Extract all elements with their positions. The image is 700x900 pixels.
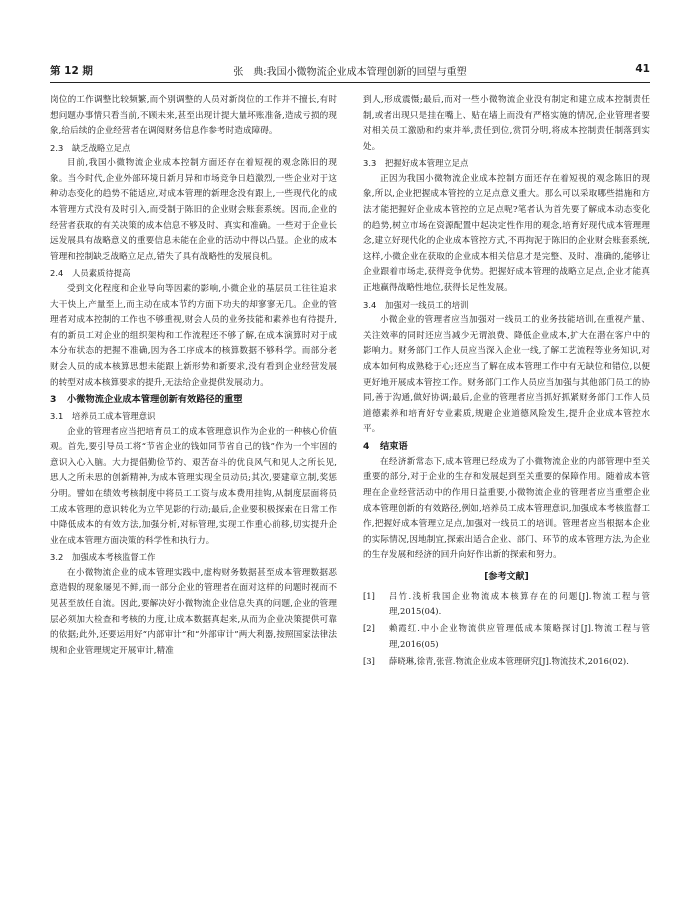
subsection-title: 培养员工成本管理意识 bbox=[72, 411, 156, 422]
subsection-title: 缺乏战略立足点 bbox=[72, 142, 131, 153]
paragraph: 正因为我国小微物流企业成本控制方面还存在着短视的观念陈旧的现象,所以,企业把握成本管控的立足点意义重大。那么可以采取哪些措施和方法才能把握好企业成本管控的立足点呢?笔者认为首先要了解成本动态变化的趋势,树立市场在资源配置中起决定性作用的观念,培育好现代成本管理理念,建立好现代化的企业成本管控方式,不再拘泥于陈旧的企业财会账套系统,这样,小微企业在获取的企业成本相关信息才是完整、及时、准确的,能够让企业跟着市场走,获得竞争优势。把握好成本管理的战略立足点,企业才能真正地赢得战略性地位,获得长足性发展。 bbox=[363, 173, 650, 294]
section-title: 小微物流企业成本管理创新有效路径的重塑 bbox=[67, 394, 243, 406]
page-number: 41 bbox=[635, 63, 650, 75]
reference-item bbox=[363, 621, 650, 652]
reference-item bbox=[363, 654, 650, 669]
subsection-title: 把握好成本管理立足点 bbox=[385, 158, 469, 169]
subsection-number: 3.3 bbox=[363, 158, 377, 169]
subsection-title: 人员素质待提高 bbox=[72, 268, 131, 279]
paragraph: 在经济新常态下,成本管理已经成为了小微物流企业的内部管理中至关重要的部分,对于企业的生存和发展起到至关重要的保障作用。随着成本管理在企业经营活动中的作用日益重要,小微物流企业的管理者应当重塑企业成本管理创新的有效路径,例如,培养员工成本管理意识,加强成本考核监督工作,把握好成本管理立足点,加强对一线员工的培训。管理者应当根据本企业的实际情况,因地制宜,探索出适合企业、部门、环节的成本管理方法,为企业的生存发展和经济的回升向好作出新的探索和努力。 bbox=[363, 456, 650, 561]
subsection-number: 2.4 bbox=[50, 268, 64, 279]
paragraph: 岗位的工作调整比较频繁,而个别调整的人员对新岗位的工作并不擅长,有时想问题办事情只看当前,不顾未来,甚至出现计提大量坏账准备,造成亏损的现象,给后续的企业经营者在调阅财务信息作参考时造成障碍。 bbox=[50, 95, 337, 137]
left-column bbox=[50, 93, 337, 659]
section-title: 结束语 bbox=[380, 440, 408, 452]
paragraph: 企业的管理者应当把培育员工的成本管理意识作为企业的一种核心价值观。首先,要引导员工将“节省企业的钱如同节省自己的钱”作为一个牢固的意识入心入脑。大力提倡勤俭节约、艰苦奋斗的优良风气和见人之所长见,思人之所未思的创新精神,为成本管理实现全员动员;其次,要建章立制,奖惩分明。譬如在绩效考核制度中将员工工资与成本费用挂钩,从制度层面将员工成本管理的意识转化为立竿见影的行动;最后,企业要积极探索在日常工作中降低成本的有效方法,加强分析,对标管理,实现工作重心前移,切实提升企业在成本管理方面决策的科学性和执行力。 bbox=[50, 426, 337, 546]
subsection-heading bbox=[50, 549, 337, 566]
reference-text: 赖霞红.中小企业物流供应管理低成本策略探讨[J].物流工程与管理,2016(05) bbox=[389, 623, 650, 649]
subsection-number: 3.2 bbox=[50, 552, 64, 563]
subsection-heading bbox=[363, 155, 650, 172]
reference-number: [3] bbox=[363, 656, 375, 667]
section-heading bbox=[50, 391, 337, 408]
section-number: 3 bbox=[50, 394, 57, 406]
section-number: 4 bbox=[363, 440, 370, 452]
reference-number: [1] bbox=[363, 590, 375, 601]
right-column bbox=[363, 93, 650, 672]
paragraph: 小微企业的管理者应当加强对一线员工的业务技能培训,在重视产量、关注效率的同时还应当减少无谓浪费、降低企业成本,扩大在潜在客户中的影响力。财务部门工作人员应当深入企业一线,了解工艺流程等业务知识,对成本如何构成熟稔于心;还应当了解在成本管理工作中有无缺位和错位,以便更好地开展成本管控工作。财务部门工作人员应当加强与其他部门员工的协同,善于沟通,做好协调;最后,企业的管理者应当抓好抓紧财务部门工作人员道德素养和培育好专业素质,规避企业道德风险发生,提升企业成本管控水平。 bbox=[363, 315, 650, 435]
reference-text: 薛晓琳,徐青,张营.物流企业成本管理研究[J].物流技术,2016(02). bbox=[389, 656, 629, 667]
reference-text: 吕竹.浅析我国企业物流成本核算存在的问题[J].物流工程与管理,2015(04). bbox=[389, 590, 650, 617]
subsection-title: 加强对一线员工的培训 bbox=[385, 299, 469, 310]
issue-label: 第 12 期 bbox=[50, 65, 93, 77]
subsection-heading bbox=[50, 408, 337, 425]
paragraph: 目前,我国小微物流企业成本控制方面还存在着短视的观念陈旧的现象。当今时代,企业外部环境日新月异和市场竞争日趋激烈,一些企业对于这种动态变化的趋势不能适应,对成本管理的新理念没有跟上,一些现代化的成本管理方式没有及时引入,而受制于陈旧的企业财会账套系统。因而,企业的经营者获取的有关决策的成本信息不够及时、真实和准确。一些对于企业长远发展具有战略意义的重要信息未能在企业的活动中得以凸显。企业的成本管理和控制缺乏战略立足点,错失了具有战略性的发展良机。 bbox=[50, 158, 337, 262]
subsection-heading bbox=[50, 265, 337, 282]
subsection-number: 3.1 bbox=[50, 411, 64, 422]
subsection-heading bbox=[363, 297, 650, 314]
subsection-heading bbox=[50, 140, 337, 157]
running-title: 张 典:我国小微物流企业成本管理创新的回望与重塑 bbox=[233, 67, 467, 78]
subsection-title: 加强成本考核监督工作 bbox=[72, 552, 156, 563]
paragraph: 到人,形成震慑;最后,而对一些小微物流企业没有制定和建立成本控制责任制,或者出现只是挂在嘴上、贴在墙上而没有严格实施的情况,企业管理者要对相关员工激励和约束并举,责任到位,赏罚分明,将成本控制责任制落到实处。 bbox=[363, 95, 650, 152]
subsection-number: 2.3 bbox=[50, 142, 64, 153]
references-title: [参考文献] bbox=[484, 572, 529, 583]
section-heading bbox=[363, 438, 650, 455]
subsection-number: 3.4 bbox=[363, 299, 377, 310]
paragraph: 受到文化程度和企业导向等因素的影响,小微企业的基层员工往往追求大干快上,产量至上,而主动在成本节约方面下功夫的却寥寥无几。企业的管理者对成本控制的工作也不够重视,财会人员的业务技能和素养也有待提升,有的新员工对企业的组织架构和工作流程还不够了解,在成本演算时对于成本分布状态的把握不准确,因为各工序成本的核算数据不够科学。而部分老财会人员的成本核算思想未能跟上新形势和新要求,没有看到企业经营发展的转型对成本核算要求的提升,无法给企业提供发展动力。 bbox=[50, 283, 337, 388]
reference-item bbox=[363, 589, 650, 620]
reference-number: [2] bbox=[363, 623, 375, 634]
running-header bbox=[50, 60, 650, 83]
paragraph: 在小微物流企业的成本管理实践中,虚构财务数据甚至成本管理数据恶意造假的现象屡见不鲜,而一部分企业的管理者在面对这样的问题时视而不见甚至放任自流。因此,要解决好小微物流企业信息失真的问题,企业的管理层必须加大检查和考核的力度,让成本数据真起来,从而为企业决策提供可靠的依据;此外,还要运用好“内部审计”和“外部审计”两大利器,按照国家法律法规和企业管理规定开展审计,精准 bbox=[50, 567, 337, 656]
